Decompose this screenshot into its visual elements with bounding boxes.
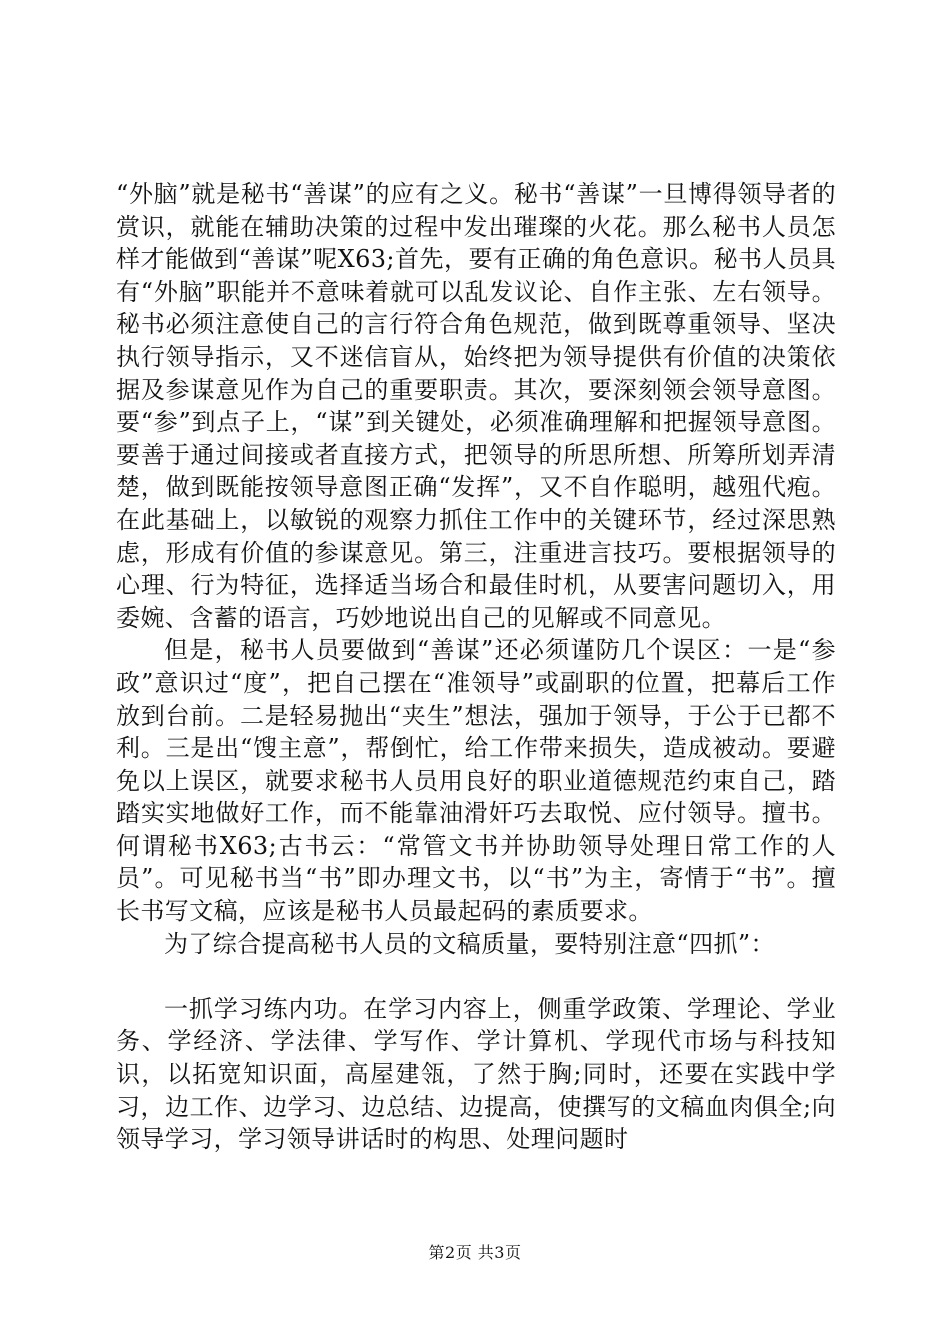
paragraph-1: “外脑”就是秘书“善谋”的应有之义。秘书“善谋”一旦博得领导者的赏识，就能在辅助决策的过程中发出璀璨的火花。那么秘书人员怎样才能做到“善谋”呢X63;首先，要有正确的角色意识。秘书人员具有“外脑”职能并不意味着就可以乱发议论、自作主张、左右领导。秘书必须注意使自己的言行符合角色规范，做到既尊重领导、坚决执行领导指示，又不迷信盲从，始终把为领导提供有价值的决策依据及参谋意见作为自己的重要职责。其次，要深刻领会领导意图。要“参”到点子上，“谋”到关键处，必须准确理解和把握领导意图。要善于通过间接或者直接方式，把领导的所思所想、所筹所划弄清楚，做到既能按领导意图正确“发挥”，又不自作聪明，越殂代疱。在此基础上，以敏锐的观察力抓住工作中的关键环节，经过深思熟虑，形成有价值的参谋意见。第三，注重进言技巧。要根据领导的心理、行为特征，选择适当场合和最佳时机，从要害问题切入，用委婉、含蓄的语言，巧妙地说出自己的见解或不同意见。 (116, 180, 836, 632)
document-body (116, 178, 836, 1156)
page-number-footer: 第2页 共3页 (428, 1243, 522, 1262)
paragraph-2: 但是，秘书人员要做到“善谋”还必须谨防几个误区：一是“参政”意识过“度”，把自己摆在“准领导”或副职的位置，把幕后工作放到台前。二是轻易抛出“夹生”想法，强加于领导，于公于已都不利。三是出“馊主意”，帮倒忙，给工作带来损失，造成被动。要避免以上误区，就要求秘书人员用良好的职业道德规范约束自己，踏踏实实地做好工作，而不能靠油滑奸巧去取悦、应付领导。擅书。何谓秘书X63;古书云：“常管文书并协助领导处理日常工作的人员”。可见秘书当“书”即办理文书，以“书”为主，寄情于“书”。擅长书写文稿，应该是秘书人员最起码的素质要求。 (116, 636, 836, 926)
paragraph-3: 为了综合提高秘书人员的文稿质量，要特别注意“四抓”： (164, 929, 775, 958)
paragraph-4: 一抓学习练内功。在学习内容上，侧重学政策、学理论、学业务、学经济、学法律、学写作、学计算机、学现代市场与科技知识，以拓宽知识面，高屋建瓴，了然于胸;同时，还要在实践中学习，边工作、边学习、边总结、边提高，使撰写的文稿血肉俱全;向领导学习，学习领导讲话时的构思、处理问题时 (116, 994, 836, 1154)
